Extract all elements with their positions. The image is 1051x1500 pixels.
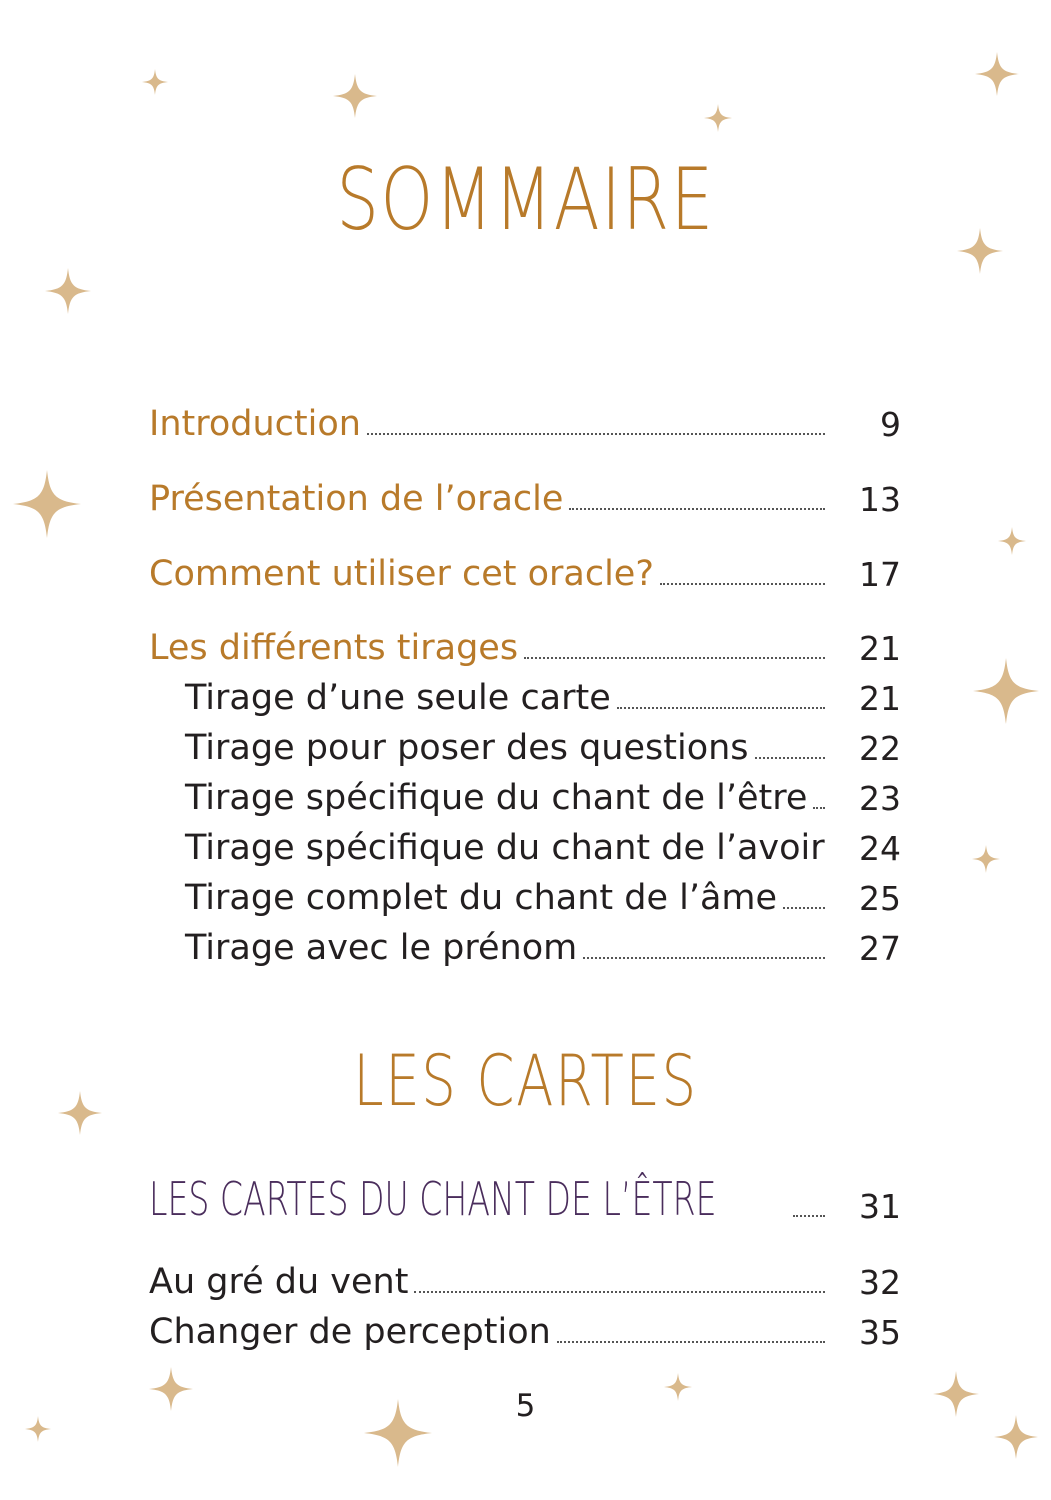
star-icon xyxy=(998,527,1026,555)
toc-subentry-label: Tirage pour poser des questions xyxy=(185,728,749,768)
toc-subentry-page: 23 xyxy=(859,779,901,818)
toc-subentry[interactable] xyxy=(185,772,901,818)
star-icon xyxy=(957,228,1003,274)
section-page: 31 xyxy=(859,1187,901,1226)
toc-subentry-label: Tirage spécifique du chant de l’avoir xyxy=(185,828,825,868)
card-page: 32 xyxy=(859,1263,901,1302)
card-label: Changer de perception xyxy=(149,1312,551,1352)
star-icon xyxy=(704,104,732,132)
star-icon xyxy=(333,74,377,118)
star-icon xyxy=(972,845,1000,873)
toc-entry-label: Les différents tirages xyxy=(149,628,519,668)
toc-card-entry[interactable] xyxy=(149,1256,901,1302)
toc-subentry[interactable] xyxy=(185,872,901,918)
toc-entry[interactable] xyxy=(149,548,901,594)
toc-entry[interactable] xyxy=(149,622,901,668)
dot-leader xyxy=(569,508,825,510)
toc-entry-page: 21 xyxy=(859,629,901,668)
star-icon xyxy=(13,470,81,538)
dot-leader xyxy=(617,707,825,709)
cartes-heading: LES CARTES xyxy=(353,1040,698,1122)
dot-leader xyxy=(813,807,825,809)
toc-section-entry[interactable] xyxy=(149,1170,901,1226)
toc-subentry-page: 22 xyxy=(859,729,901,768)
toc-entry-page: 9 xyxy=(880,405,901,444)
toc-entry-label: Présentation de l’oracle xyxy=(149,479,564,519)
dot-leader xyxy=(524,657,825,659)
dot-leader xyxy=(793,1215,825,1217)
star-icon xyxy=(45,268,91,314)
dot-leader xyxy=(755,757,825,759)
toc-subentry-label: Tirage avec le prénom xyxy=(185,928,578,968)
page-number: 5 xyxy=(515,1388,536,1424)
dot-leader xyxy=(367,433,825,435)
dot-leader xyxy=(783,907,825,909)
toc-subentry-label: Tirage spécifique du chant de l’être xyxy=(185,778,808,818)
toc-subentry[interactable] xyxy=(185,722,901,768)
dot-leader xyxy=(414,1291,825,1293)
toc-subentry-label: Tirage d’une seule carte xyxy=(185,678,611,718)
toc-entry-page: 17 xyxy=(859,555,901,594)
toc-entry-label: Introduction xyxy=(149,404,361,444)
toc-entry[interactable] xyxy=(149,398,901,444)
star-icon xyxy=(58,1091,102,1135)
toc-subentry-page: 24 xyxy=(859,829,901,868)
toc-entry[interactable] xyxy=(149,473,901,519)
toc-subentry-page: 27 xyxy=(859,929,901,968)
toc-entry-page: 13 xyxy=(859,480,901,519)
toc-entry-label: Comment utiliser cet oracle? xyxy=(149,554,654,594)
toc-subentry-label: Tirage complet du chant de l’âme xyxy=(185,878,778,918)
dot-leader xyxy=(583,957,825,959)
star-icon xyxy=(142,69,168,95)
toc-subentry[interactable] xyxy=(185,822,901,868)
toc-card-entry[interactable] xyxy=(149,1306,901,1352)
dot-leader xyxy=(557,1341,825,1343)
toc-subentry-page: 21 xyxy=(859,679,901,718)
toc-subentry[interactable] xyxy=(185,672,901,718)
star-icon xyxy=(973,658,1039,724)
card-label: Au gré du vent xyxy=(149,1262,409,1302)
star-icon xyxy=(975,52,1019,96)
page-title: SOMMAIRE xyxy=(336,150,715,250)
toc-subentry-page: 25 xyxy=(859,879,901,918)
toc-subentry[interactable] xyxy=(185,922,901,968)
dot-leader xyxy=(660,583,825,585)
card-page: 35 xyxy=(859,1313,901,1352)
section-label: LES CARTES DU CHANT DE L’ÊTRE xyxy=(149,1172,717,1226)
